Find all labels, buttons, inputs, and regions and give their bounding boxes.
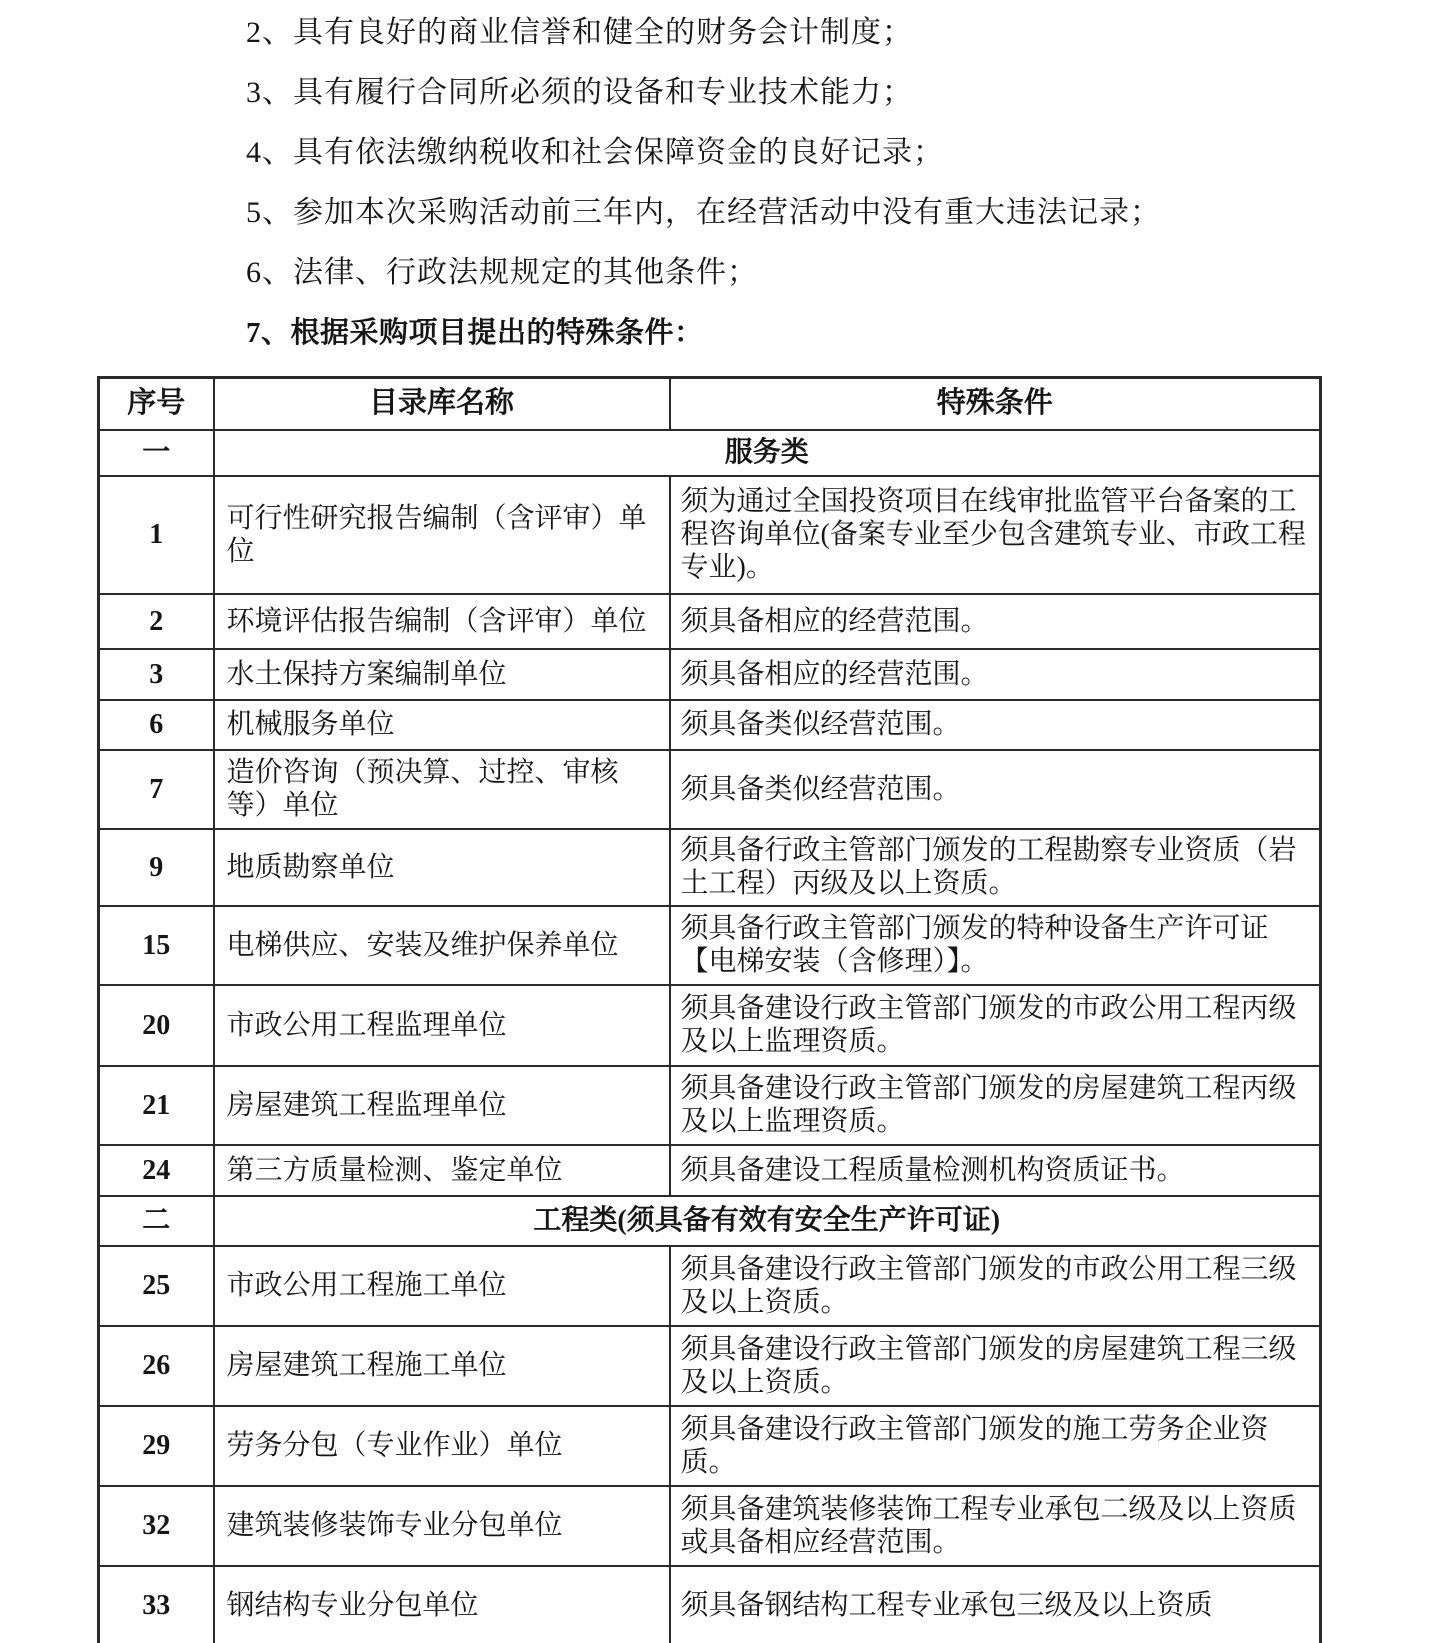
table-row xyxy=(99,1566,1321,1643)
section-row-services xyxy=(99,430,1321,476)
cell-catalog-name: 劳务分包（专业作业）单位 xyxy=(214,1406,670,1486)
cell-special-condition: 须具备相应的经营范围。 xyxy=(670,649,1321,700)
section-row-engineering xyxy=(99,1196,1321,1246)
table-header-row xyxy=(99,378,1321,430)
cell-serial-number: 26 xyxy=(99,1326,214,1406)
condition-item-3: 3、具有履行合同所必须的设备和专业技术能力； xyxy=(246,76,913,109)
cell-serial-number: 33 xyxy=(99,1566,214,1643)
cell-catalog-name: 水土保持方案编制单位 xyxy=(214,649,670,700)
cell-serial-number: 7 xyxy=(99,750,214,829)
table-row xyxy=(99,700,1321,750)
cell-serial-number: 15 xyxy=(99,906,214,985)
table-row xyxy=(99,750,1321,829)
section-title: 服务类 xyxy=(214,430,1321,476)
table-row xyxy=(99,906,1321,985)
table-row xyxy=(99,829,1321,906)
cell-serial-number: 21 xyxy=(99,1066,214,1145)
cell-serial-number: 1 xyxy=(99,476,214,594)
cell-serial-number: 3 xyxy=(99,649,214,700)
condition-item-6: 6、法律、行政法规规定的其他条件； xyxy=(246,256,758,289)
cell-catalog-name: 地质勘察单位 xyxy=(214,829,670,906)
table-row xyxy=(99,1145,1321,1196)
cell-serial-number: 32 xyxy=(99,1486,214,1566)
cell-special-condition: 须为通过全国投资项目在线审批监管平台备案的工程咨询单位(备案专业至少包含建筑专业、市政工程专业)。 xyxy=(670,476,1321,594)
cell-special-condition: 须具备建设行政主管部门颁发的房屋建筑工程三级及以上资质。 xyxy=(670,1326,1321,1406)
cell-special-condition: 须具备类似经营范围。 xyxy=(670,700,1321,750)
cell-serial-number: 20 xyxy=(99,985,214,1066)
condition-item-4: 4、具有依法缴纳税收和社会保障资金的良好记录； xyxy=(246,136,944,169)
cell-catalog-name: 环境评估报告编制（含评审）单位 xyxy=(214,594,670,649)
cell-catalog-name: 可行性研究报告编制（含评审）单位 xyxy=(214,476,670,594)
condition-item-2: 2、具有良好的商业信誉和健全的财务会计制度； xyxy=(246,16,913,49)
section-title: 工程类(须具备有效有安全生产许可证) xyxy=(214,1196,1321,1246)
cell-special-condition: 须具备建设工程质量检测机构资质证书。 xyxy=(670,1145,1321,1196)
conditions-list xyxy=(0,0,1439,350)
cell-catalog-name: 造价咨询（预决算、过控、审核等）单位 xyxy=(214,750,670,829)
table-row xyxy=(99,649,1321,700)
cell-special-condition: 须具备建筑装修装饰工程专业承包二级及以上资质或具备相应经营范围。 xyxy=(670,1486,1321,1566)
cell-special-condition: 须具备建设行政主管部门颁发的房屋建筑工程丙级及以上监理资质。 xyxy=(670,1066,1321,1145)
condition-item-7: 7、根据采购项目提出的特殊条件： xyxy=(246,317,704,349)
cell-serial-number: 25 xyxy=(99,1246,214,1326)
table-row xyxy=(99,1486,1321,1566)
condition-item-5: 5、参加本次采购活动前三年内，在经营活动中没有重大违法记录； xyxy=(246,196,1161,229)
table-row xyxy=(99,1326,1321,1406)
header-special-condition: 特殊条件 xyxy=(670,378,1321,430)
header-catalog-name: 目录库名称 xyxy=(214,378,670,430)
cell-catalog-name: 市政公用工程施工单位 xyxy=(214,1246,670,1326)
cell-catalog-name: 市政公用工程监理单位 xyxy=(214,985,670,1066)
cell-catalog-name: 钢结构专业分包单位 xyxy=(214,1566,670,1643)
cell-special-condition: 须具备相应的经营范围。 xyxy=(670,594,1321,649)
special-conditions-table xyxy=(97,376,1322,1643)
cell-serial-number: 6 xyxy=(99,700,214,750)
cell-special-condition: 须具备钢结构工程专业承包三级及以上资质 xyxy=(670,1566,1321,1643)
cell-catalog-name: 机械服务单位 xyxy=(214,700,670,750)
cell-special-condition: 须具备建设行政主管部门颁发的市政公用工程丙级及以上监理资质。 xyxy=(670,985,1321,1066)
cell-catalog-name: 房屋建筑工程监理单位 xyxy=(214,1066,670,1145)
table-row xyxy=(99,1406,1321,1486)
cell-special-condition: 须具备行政主管部门颁发的特种设备生产许可证【电梯安装（含修理）】。 xyxy=(670,906,1321,985)
cell-serial-number: 29 xyxy=(99,1406,214,1486)
cell-special-condition: 须具备建设行政主管部门颁发的市政公用工程三级及以上资质。 xyxy=(670,1246,1321,1326)
cell-catalog-name: 电梯供应、安装及维护保养单位 xyxy=(214,906,670,985)
table-body xyxy=(99,430,1321,1643)
section-number: 一 xyxy=(99,430,214,476)
table-row xyxy=(99,476,1321,594)
cell-serial-number: 24 xyxy=(99,1145,214,1196)
section-number: 二 xyxy=(99,1196,214,1246)
cell-special-condition: 须具备建设行政主管部门颁发的施工劳务企业资质。 xyxy=(670,1406,1321,1486)
cell-special-condition: 须具备行政主管部门颁发的工程勘察专业资质（岩土工程）丙级及以上资质。 xyxy=(670,829,1321,906)
cell-special-condition: 须具备类似经营范围。 xyxy=(670,750,1321,829)
header-serial-number: 序号 xyxy=(99,378,214,430)
table-row xyxy=(99,985,1321,1066)
cell-catalog-name: 第三方质量检测、鉴定单位 xyxy=(214,1145,670,1196)
table-row xyxy=(99,594,1321,649)
cell-serial-number: 2 xyxy=(99,594,214,649)
cell-catalog-name: 房屋建筑工程施工单位 xyxy=(214,1326,670,1406)
cell-catalog-name: 建筑装修装饰专业分包单位 xyxy=(214,1486,670,1566)
table-row xyxy=(99,1066,1321,1145)
table-row xyxy=(99,1246,1321,1326)
cell-serial-number: 9 xyxy=(99,829,214,906)
